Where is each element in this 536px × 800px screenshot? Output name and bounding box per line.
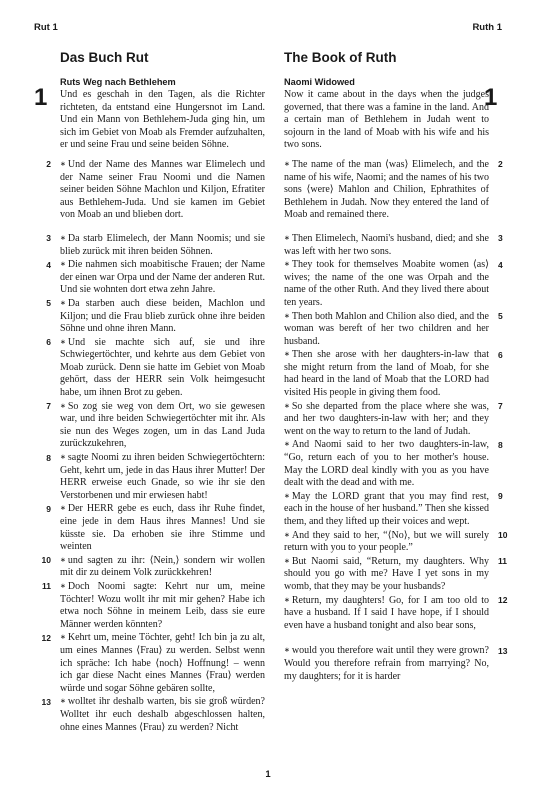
verse-5: [284, 310, 503, 349]
verse-text: Then both Mahlon and Chilion also died, and the woman was bereft of her two children and her husband.: [284, 310, 489, 347]
verse-marker-icon: ∗: [60, 633, 66, 642]
verse-text: Doch Noomi sagte: Kehrt nur um, meine Töchter! Wozu wollt ihr mit mir gehen? Habe ich etwa noch Söhne in meinem Leib, dass sie eure Männer werden könnten?: [60, 580, 265, 630]
verse-text: Kehrt um, meine Töchter, geht! Ich bin ja zu alt, um eines Mannes ⟨Frau⟩ zu werden. Selbst wenn ich spräche: Ich habe ⟨noch⟩ Hoffnung! – wenn ich gar diese Nacht eines Mannes ⟨Frau⟩ werden würde und sogar Söhne gebären sollte,: [60, 632, 265, 694]
verse-2: [284, 158, 503, 222]
verse-number: 10: [41, 555, 51, 566]
verse-2: [46, 158, 265, 222]
chapter-number-english: 1: [484, 84, 498, 111]
verse-number: 12: [498, 595, 508, 606]
verse-marker-icon: ∗: [60, 555, 66, 564]
german-section-heading: Ruts Weg nach Bethlehem: [60, 77, 176, 87]
verse-number: 11: [42, 581, 51, 592]
verse-number: 8: [46, 452, 51, 463]
verse-8: [284, 438, 503, 489]
verse-marker-icon: ∗: [284, 401, 290, 410]
verse-text: And Naomi said to her two daughters-in-law, “Go, return each of you to her mother's house. May the LORD deal kindly with you as you have dealt with the dead and with me.: [284, 439, 489, 489]
verse-number: 13: [41, 696, 51, 707]
verse-text: Und der Name des Mannes war Elimelech und der Name seiner Frau Noomi und die Namen seiner beiden Söhne Machlon und Kiljon, Efratiter aus Bethlehem-Juda. Und sie kamen im Gebiet von Moab an und blieben dort.: [60, 158, 265, 221]
german-column: [41, 50, 265, 734]
verse-marker-icon: ∗: [60, 159, 66, 168]
verse-marker-icon: ∗: [60, 298, 66, 307]
verse-1: [60, 89, 265, 152]
verse-marker-icon: ∗: [60, 260, 66, 269]
german-book-title: Das Buch Rut: [60, 50, 149, 65]
verse-marker-icon: ∗: [284, 260, 290, 269]
verse-number: 9: [46, 503, 51, 514]
verse-1: [284, 89, 489, 152]
chapter-number-german: 1: [34, 84, 48, 111]
verse-text: Da starben auch diese beiden, Machlon und Kiljon; und die Frau blieb zurück ohne ihre beiden Söhne und ohne ihren Mann.: [60, 297, 265, 335]
verse-text: Then she arose with her daughters-in-law that she might return from the land of Moab, for she had heard in the land of Moab that the LORD had visited His people in giving them food.: [284, 349, 489, 399]
verse-marker-icon: ∗: [60, 401, 66, 410]
verse-number: 6: [498, 349, 503, 360]
verse-number: 4: [46, 259, 51, 270]
verse-text: wolltet ihr deshalb warten, bis sie groß würden? Wolltet ihr euch deshalb abgeschlossen halten, ohne eines Mannes ⟨Frau⟩ zu werden? Nicht: [60, 696, 265, 733]
verse-8: [46, 451, 265, 502]
verse-number: 2: [498, 159, 503, 170]
verse-12: [41, 631, 265, 695]
verse-text: Und sie machte sich auf, sie und ihre Schwiegertöchter, und kehrte aus dem Gebiet von Moab zurück. Denn sie hatte im Gebiet von Moab gehört, dass der HERR sein Volk heimgesucht habe, um ihnen Brot zu geben.: [60, 336, 265, 399]
verse-number: 5: [498, 311, 503, 321]
verse-text: would you therefore wait until they were grown? Would you therefore refrain from marrying? No, my daughters; for it is harder: [284, 645, 489, 682]
english-section-heading: Naomi Widowed: [284, 77, 355, 87]
verse-text: The name of the man ⟨was⟩ Elimelech, and the name of his wife, Naomi; and the names of his two sons ⟨were⟩ Mahlon and Chilion, Ephrathites of Bethlehem in Judah. Now they entered the land of Moab and remained there.: [284, 158, 489, 221]
verse-number: 3: [46, 233, 51, 244]
verse-3: [46, 232, 265, 258]
verse-number: 13: [498, 645, 508, 656]
verse-number: 5: [46, 298, 51, 309]
verse-text: und sagten zu ihr: ⟨Nein,⟩ sondern wir wollen mit dir zu deinem Volk zurückkehren!: [60, 554, 265, 579]
running-header-english: Ruth 1: [472, 22, 502, 33]
verse-4: [46, 258, 265, 297]
verse-number: 11: [498, 556, 507, 567]
verse-marker-icon: ∗: [60, 504, 66, 513]
verse-marker-icon: ∗: [284, 556, 290, 565]
verse-marker-icon: ∗: [60, 697, 66, 706]
verse-text: They took for themselves Moabite women ⟨as⟩ wives; the name of the one was Orpah and the name of the other Ruth. And they lived there about ten years.: [284, 259, 489, 308]
verse-marker-icon: ∗: [284, 233, 290, 242]
verse-marker-icon: ∗: [60, 581, 66, 590]
verse-11: [42, 580, 265, 631]
verse-text: Und es geschah in den Tagen, als die Richter richteten, da entstand eine Hungersnot im Land. Und ein Mann von Bethlehem-Juda ging hin, um sich im Gebiet von Moab als Fremder aufzuhalten, er und seine Frau und seine beiden Söhne.: [60, 89, 265, 151]
verse-marker-icon: ∗: [284, 159, 290, 168]
verse-text: May the LORD grant that you may find rest, each in the house of her husband.” Then she kissed them, and they lifted up their voices and wept.: [284, 490, 489, 527]
verse-text: And they said to her, “⟨No⟩, but we will surely return with you to your people.”: [284, 529, 489, 554]
verse-marker-icon: ∗: [60, 233, 66, 242]
verse-marker-icon: ∗: [284, 595, 290, 604]
verse-number: 9: [498, 491, 503, 502]
english-column: [284, 50, 508, 683]
verse-number: 8: [498, 439, 503, 450]
verse-9: [46, 502, 265, 553]
verse-text: So she departed from the place where she was, and her two daughters-in-law with her; and they went on the way to return to the land of Judah.: [284, 400, 489, 437]
verse-text: Now it came about in the days when the judges governed, that there was a famine in the land. And a certain man of Bethlehem in Judah went to sojourn in the land of Moab with his wife and his two sons.: [284, 89, 489, 151]
verse-4: [284, 258, 503, 309]
verse-number: 2: [46, 159, 51, 170]
verse-number: 3: [498, 233, 503, 244]
verse-13: [41, 695, 265, 734]
verse-number: 7: [498, 401, 503, 412]
verse-text: Die nahmen sich moabitische Frauen; der Name der einen war Orpa und der Name der anderen Rut. Und sie wohnten dort etwa zehn Jahre.: [60, 259, 265, 296]
verse-text: So zog sie weg von dem Ort, wo sie gewesen war, und ihre beiden Schwiegertöchter mit ihr. Als sie nun des Weges zogen, um in das Land Juda zurückzukehren,: [60, 400, 265, 450]
verse-marker-icon: ∗: [284, 440, 290, 449]
verse-11: [284, 555, 507, 594]
verse-5: [46, 297, 265, 336]
verse-6: [284, 348, 503, 399]
verse-13: [284, 644, 508, 683]
verse-text: But Naomi said, “Return, my daughters. Why should you go with me? Have I yet sons in my womb, that they may be your husbands?: [284, 555, 489, 592]
german-verses: [41, 89, 265, 734]
verse-marker-icon: ∗: [284, 646, 290, 655]
verse-text: Da starb Elimelech, der Mann Noomis; und sie blieb zurück mit ihren beiden Söhnen.: [60, 232, 265, 257]
verse-6: [46, 336, 265, 400]
verse-10: [41, 554, 265, 580]
verse-12: [284, 594, 508, 633]
verse-10: [284, 529, 508, 555]
verse-7: [284, 400, 503, 439]
page-number: 1: [265, 769, 271, 780]
verse-number: 6: [46, 337, 51, 348]
english-book-title: The Book of Ruth: [284, 50, 397, 65]
verse-text: Return, my daughters! Go, for I am too old to have a husband. If I said I have hope, if I should even have a husband tonight and also bear sons,: [284, 594, 489, 631]
verse-3: [284, 232, 503, 258]
verse-number: 10: [498, 530, 508, 541]
verse-7: [46, 400, 265, 451]
english-verses: [284, 89, 508, 683]
verse-number: 4: [498, 259, 503, 270]
verse-9: [284, 490, 503, 529]
verse-number: 7: [46, 401, 51, 412]
verse-marker-icon: ∗: [284, 350, 290, 359]
verse-marker-icon: ∗: [60, 337, 66, 346]
verse-marker-icon: ∗: [60, 453, 66, 462]
verse-marker-icon: ∗: [284, 311, 290, 320]
verse-marker-icon: ∗: [284, 530, 290, 539]
running-header-german: Rut 1: [34, 22, 58, 33]
verse-text: sagte Noomi zu ihren beiden Schwiegertöchtern: Geht, kehrt um, jede in das Haus ihrer Mutter! Der HERR erweise euch Gnade, so wie ihr sie den Verstorbenen und mir erwiesen habt!: [60, 452, 265, 501]
verse-text: Then Elimelech, Naomi's husband, died; and she was left with her two sons.: [284, 232, 489, 257]
verse-number: 12: [41, 632, 51, 643]
verse-marker-icon: ∗: [284, 491, 290, 500]
verse-text: Der HERR gebe es euch, dass ihr Ruhe findet, eine jede in dem Haus ihres Mannes! Und sie küsste sie. Da erhoben sie ihre Stimme und weinten: [60, 503, 265, 553]
